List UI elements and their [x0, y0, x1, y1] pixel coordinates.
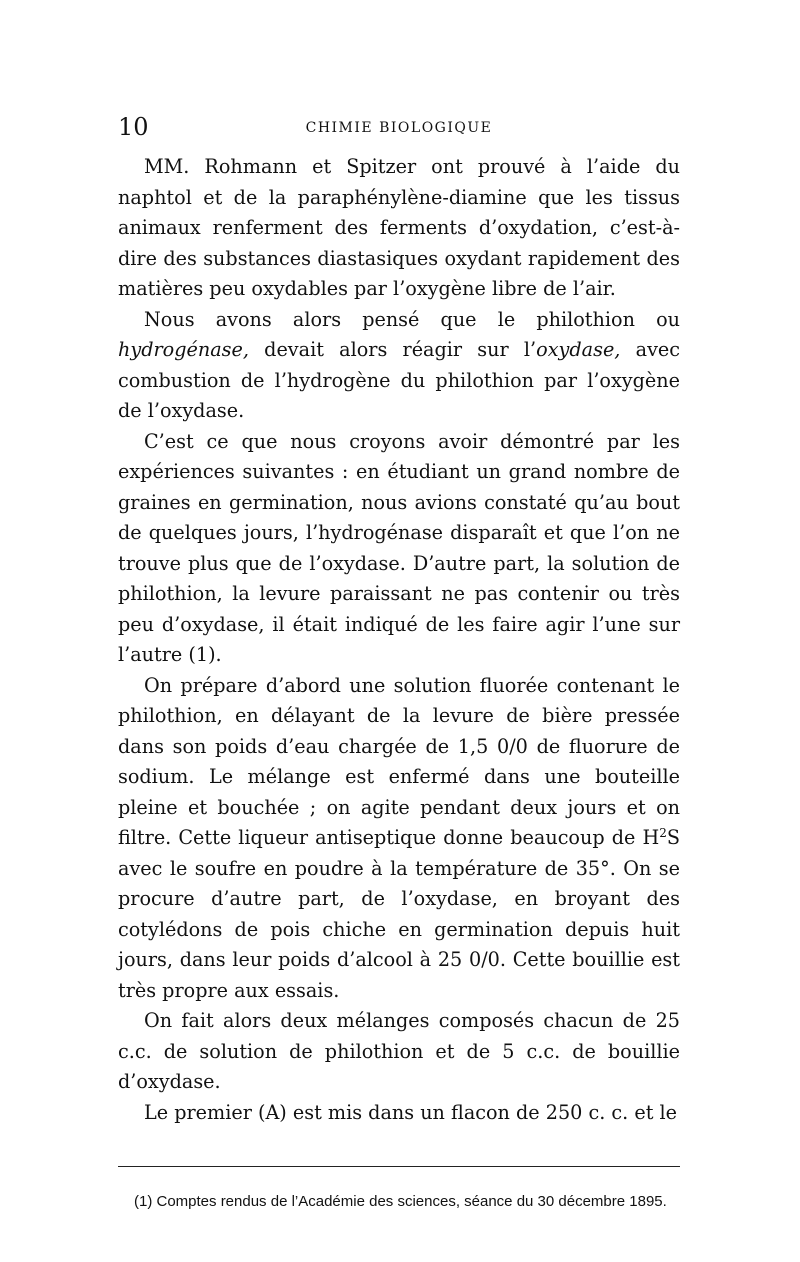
- body-text: [118, 152, 680, 1128]
- paragraph-6: Le premier (A) est mis dans un flacon de 250 c. c. et le: [144, 1100, 678, 1124]
- term-hydrogenase: hydrogénase,: [118, 338, 249, 361]
- paragraph-4-text: On prépare d’abord une solution fluorée contenant le philothion, en délayant de la levure de bière pressée dans son poids d’eau chargée de 1,5 0/0 de fluorure de sodium. Le mélange est enfermé dans une bouteille pleine et bouchée ; on agite pendant deux jours et on filtre. Cette liqueur antiseptique donne beaucoup de H: [118, 673, 680, 849]
- running-head: CHIMIE BIOLOGIQUE: [305, 120, 493, 136]
- paragraph-4-text: S avec le soufre en poudre à la température de 35°. On se procure d’autre part, de l’oxydase, en broyant des cotylédons de pois chiche en germination depuis huit jours, dans leur poids d’alcool à 25 0/0. Cette bouillie est très propre aux essais.: [118, 826, 680, 1002]
- paragraph-1: MM. Rohmann et Spitzer ont prouvé à l’aide du naphtol et de la paraphénylène-diamine que les tissus animaux renferment des ferments d’oxydation, c’est-à-dire des substances diastasiques oxydant rapidement des matières peu oxydables par l’oxygène libre de l’air.: [118, 155, 680, 300]
- page-header: [118, 112, 680, 148]
- footnote: (1) Comptes rendus de l’Académie des sciences, séance du 30 décembre 1895.: [134, 1193, 667, 1210]
- paragraph-4: [118, 671, 680, 1007]
- paragraph-2-text: Nous avons alors pensé que le philothion ou: [144, 307, 680, 331]
- paragraph-2: [118, 305, 680, 427]
- term-oxydase: oxydase,: [536, 338, 621, 361]
- subscript-2: 2: [659, 826, 667, 840]
- paragraph-3: C’est ce que nous croyons avoir démontré par les expériences suivantes : en étudiant un grand nombre de graines en germination, nous avions constaté qu’au bout de quelques jours, l’hydrogénase disparaît et que l’on ne trouve plus que de l’oxydase. D’autre part, la solution de philothion, la levure paraissant ne pas contenir ou très peu d’oxydase, il était indiqué de les faire agir l’une sur l’autre (1).: [118, 429, 680, 666]
- paragraph-5: On fait alors deux mélanges composés chacun de 25 c.c. de solution de philothion et de 5 c.c. de bouillie d’oxydase.: [118, 1009, 680, 1093]
- footnote-separator: [118, 1166, 680, 1167]
- book-page: [118, 112, 680, 1227]
- paragraph-2-text: devait alors réagir sur l’: [248, 338, 537, 361]
- paragraph-2-text: avec combustion de l’hydrogène du philothion par l’oxygène de l’oxydase.: [118, 338, 681, 422]
- page-number: 10: [118, 113, 149, 141]
